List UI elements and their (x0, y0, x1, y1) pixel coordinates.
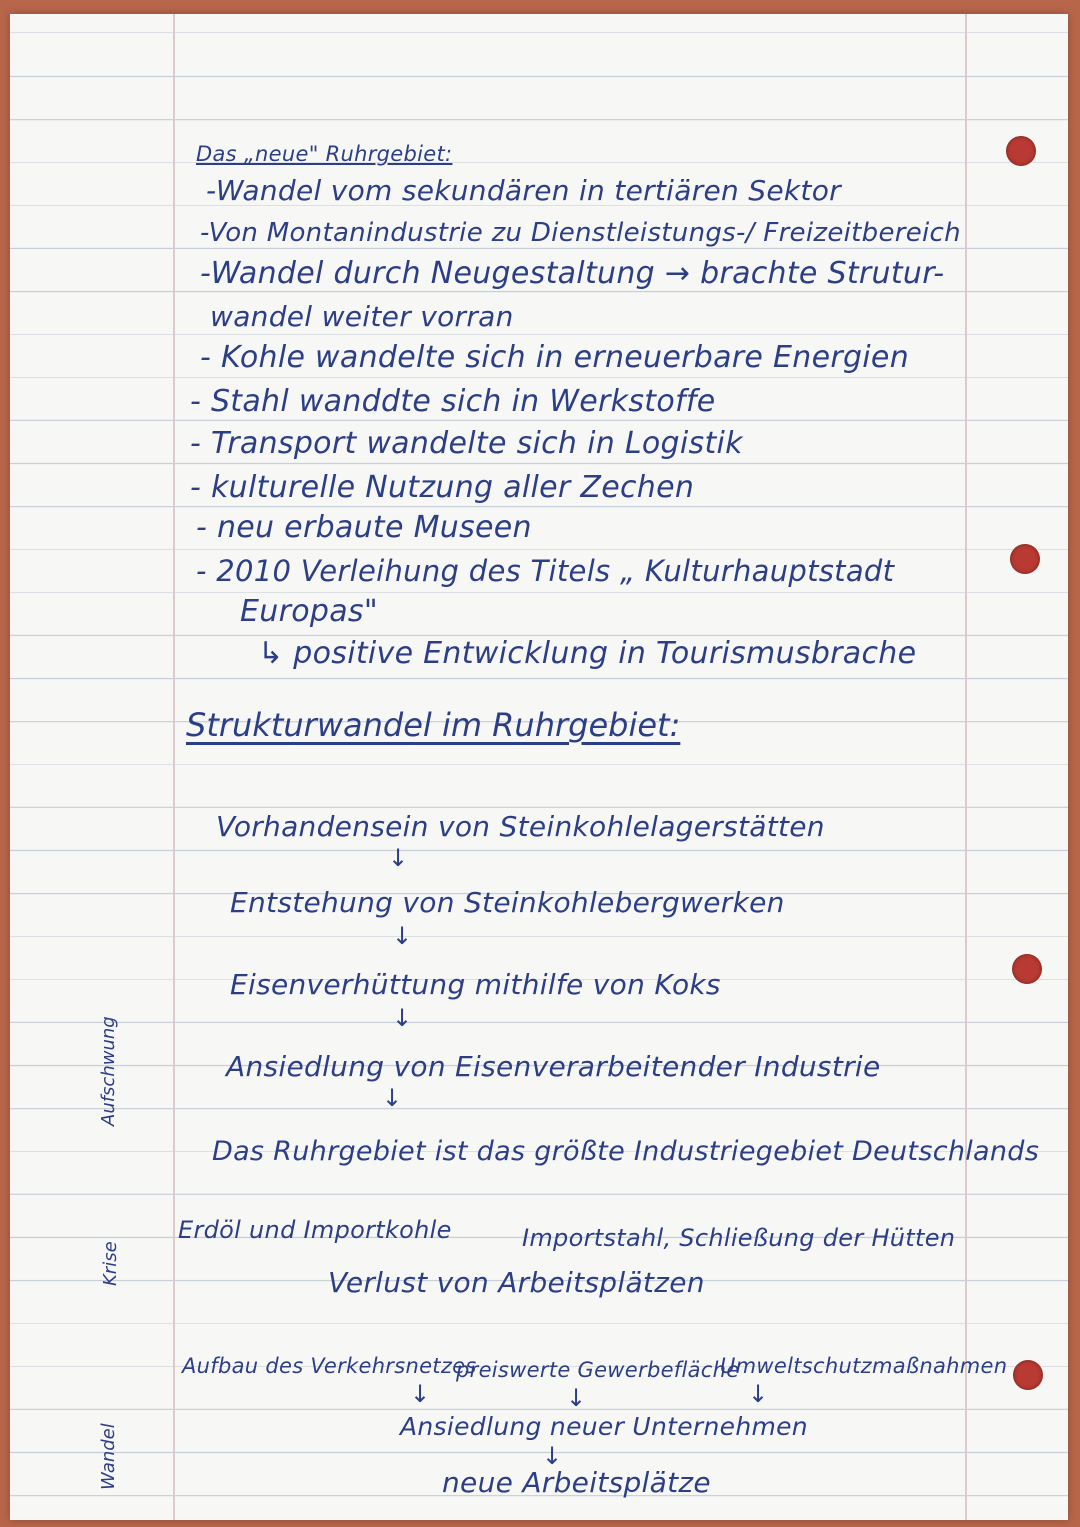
down-arrow: ↓ (748, 1380, 769, 1408)
change-cause-left: Aufbau des Verkehrsnetzes (182, 1354, 477, 1378)
down-arrow: ↓ (382, 1084, 403, 1112)
change-cause-middle: preiswerte Gewerbefläche (456, 1358, 740, 1382)
flow-step: Das Ruhrgebiet ist das größte Industriegebiet Deutschlands (212, 1136, 1040, 1167)
change-result-1: Ansiedlung neuer Unternehmen (400, 1412, 808, 1441)
list-item: Europas" (240, 594, 378, 629)
list-item: -Von Montanindustrie zu Dienstleistungs-/ Freizeitbereich (200, 218, 961, 248)
section1-heading: Das „neue" Ruhrgebiet: (196, 142, 453, 166)
right-margin-line (965, 14, 967, 1520)
crisis-cause-left: Erdöl und Importkohle (178, 1216, 452, 1244)
down-arrow: ↓ (392, 922, 413, 950)
margin-label-wandel: Wandel (98, 1423, 119, 1490)
list-item: -Wandel durch Neugestaltung → brachte Strutur- (200, 256, 945, 291)
section2-heading: Strukturwandel im Ruhrgebiet: (186, 706, 681, 744)
down-arrow: ↓ (388, 844, 409, 872)
list-item: ↳ positive Entwicklung in Tourismusbrache (258, 636, 917, 671)
down-arrow: ↓ (542, 1442, 563, 1470)
crisis-cause-right: Importstahl, Schließung der Hütten (522, 1224, 956, 1252)
list-item: - neu erbaute Museen (196, 510, 532, 545)
margin-label-krise: Krise (100, 1241, 121, 1286)
punch-hole (1012, 954, 1042, 984)
list-item: - kulturelle Nutzung aller Zechen (190, 470, 695, 505)
flow-step: Ansiedlung von Eisenverarbeitender Industrie (226, 1050, 881, 1083)
crisis-result: Verlust von Arbeitsplätzen (328, 1266, 705, 1299)
flow-step: Eisenverhüttung mithilfe von Koks (230, 968, 721, 1001)
punch-hole (1006, 136, 1036, 166)
change-result-2: neue Arbeitsplätze (442, 1466, 711, 1499)
down-arrow: ↓ (410, 1380, 431, 1408)
flow-step: Vorhandensein von Steinkohlelagerstätten (216, 810, 825, 843)
down-arrow: ↓ (392, 1004, 413, 1032)
margin-label-aufschwung: Aufschwung (98, 1016, 119, 1126)
left-margin-line (173, 14, 175, 1520)
flow-step: Entstehung von Steinkohlebergwerken (230, 886, 785, 919)
punch-hole (1010, 544, 1040, 574)
punch-hole (1013, 1360, 1043, 1390)
list-item: -Wandel vom sekundären in tertiären Sektor (206, 174, 841, 207)
change-cause-right: Umweltschutzmaßnahmen (720, 1354, 1008, 1378)
list-item: wandel weiter vorran (210, 300, 514, 333)
list-item: - Stahl wanddte sich in Werkstoffe (190, 384, 716, 419)
notebook-page (10, 14, 1068, 1520)
list-item: - Kohle wandelte sich in erneuerbare Energien (200, 340, 910, 375)
down-arrow: ↓ (566, 1384, 587, 1412)
list-item: - Transport wandelte sich in Logistik (190, 426, 743, 461)
list-item: - 2010 Verleihung des Titels „ Kulturhauptstadt (196, 554, 895, 588)
